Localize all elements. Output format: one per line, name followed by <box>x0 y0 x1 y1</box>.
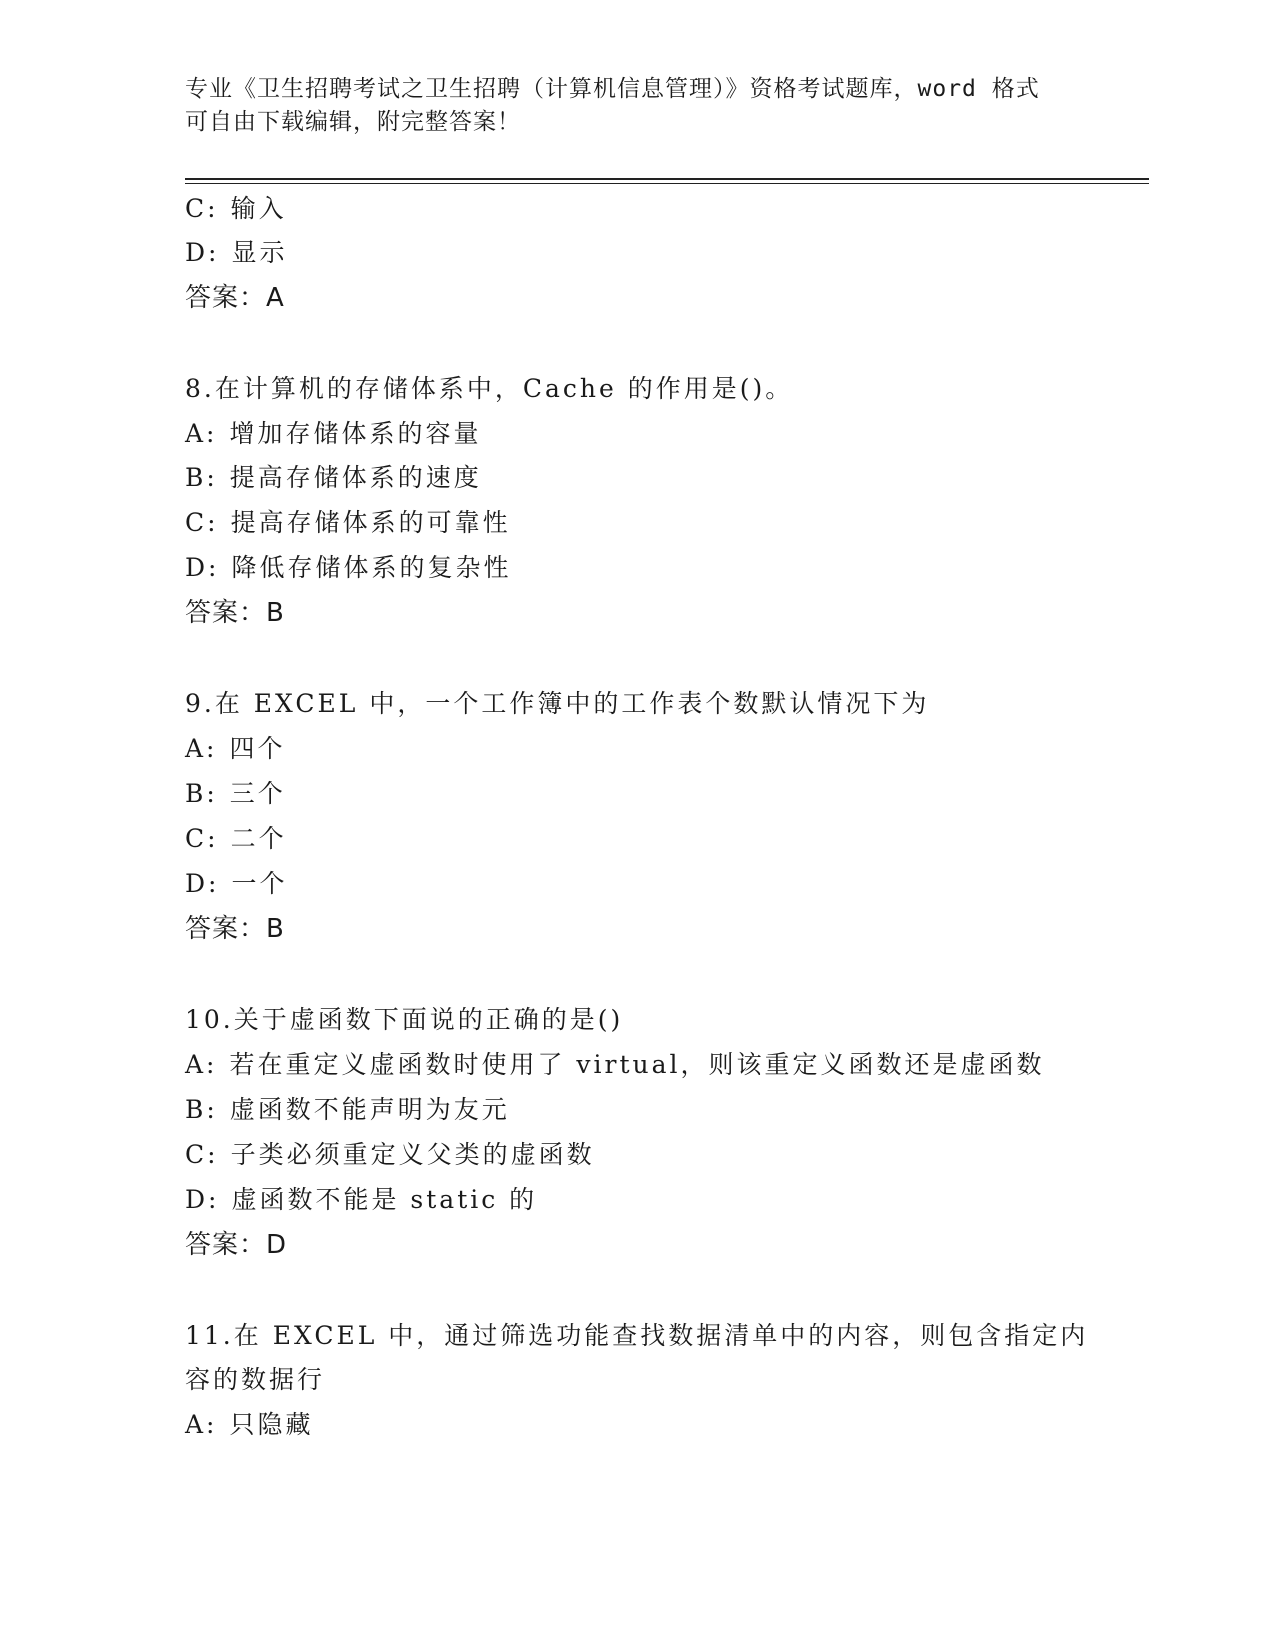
question-stem-continued: 容的数据行 <box>185 1365 326 1394</box>
option-letter: D: <box>185 869 220 898</box>
option-text: 若在重定义虚函数时使用了 virtual，则该重定义函数还是虚函数 <box>229 1050 1045 1079</box>
option-row <box>185 193 287 225</box>
header-divider-thin <box>185 183 1149 184</box>
option-letter: B: <box>185 779 218 808</box>
option-letter: B: <box>185 463 218 492</box>
document-header <box>185 73 1090 139</box>
question-stem: 11.在 EXCEL 中，通过筛选功能查找数据清单中的内容，则包含指定内 <box>185 1321 1089 1350</box>
option-row <box>185 1049 1045 1081</box>
option-row <box>185 778 286 810</box>
option-text: 虚函数不能是 static 的 <box>231 1185 538 1214</box>
option-text: 只隐藏 <box>229 1410 314 1439</box>
question-stem: 9.在 EXCEL 中，一个工作簿中的工作表个数默认情况下为 <box>185 689 930 718</box>
option-text: 降低存储体系的复杂性 <box>231 553 512 582</box>
option-text: 增加存储体系的容量 <box>229 419 482 448</box>
option-row <box>185 733 286 765</box>
question-stem: 10.关于虚函数下面说的正确的是() <box>185 1005 624 1034</box>
option-text: 提高存储体系的速度 <box>229 463 482 492</box>
option-letter: D: <box>185 1185 220 1214</box>
option-letter: A: <box>185 1410 218 1439</box>
header-line-1: 专业《卫生招聘考试之卫生招聘（计算机信息管理）》资格考试题库，word 格式 <box>185 76 1040 102</box>
option-letter: B: <box>185 1095 218 1124</box>
option-text: 二个 <box>230 824 287 853</box>
option-row <box>185 507 511 539</box>
option-text: 虚函数不能声明为友元 <box>229 1095 510 1124</box>
option-row <box>185 823 287 855</box>
option-row <box>185 552 511 584</box>
option-letter: C: <box>185 824 219 853</box>
option-row <box>185 1409 314 1441</box>
answer-line: 答案：B <box>185 598 285 628</box>
answer-line: 答案：B <box>185 914 285 944</box>
option-letter: A: <box>185 419 218 448</box>
question-stem: 8.在计算机的存储体系中，Cache 的作用是()。 <box>185 374 794 403</box>
option-row <box>185 462 482 494</box>
option-text: 三个 <box>229 779 286 808</box>
option-row <box>185 1094 510 1126</box>
header-divider-thick <box>185 178 1149 180</box>
option-text: 输入 <box>230 194 287 223</box>
option-letter: C: <box>185 508 219 537</box>
option-text: 四个 <box>229 734 286 763</box>
option-row <box>185 1139 595 1171</box>
option-text: 提高存储体系的可靠性 <box>230 508 511 537</box>
option-letter: D: <box>185 238 220 267</box>
option-text: 一个 <box>231 869 288 898</box>
option-row <box>185 418 482 450</box>
option-letter: A: <box>185 734 218 763</box>
option-text: 显示 <box>231 238 288 267</box>
option-letter: C: <box>185 1140 219 1169</box>
header-line-2: 可自由下载编辑，附完整答案！ <box>185 109 521 135</box>
answer-line: 答案：A <box>185 283 285 313</box>
option-row <box>185 1184 537 1216</box>
option-row <box>185 868 287 900</box>
option-letter: D: <box>185 553 220 582</box>
option-letter: C: <box>185 194 219 223</box>
option-letter: A: <box>185 1050 218 1079</box>
option-text: 子类必须重定义父类的虚函数 <box>230 1140 595 1169</box>
option-row <box>185 237 287 269</box>
answer-line: 答案：D <box>185 1230 288 1260</box>
